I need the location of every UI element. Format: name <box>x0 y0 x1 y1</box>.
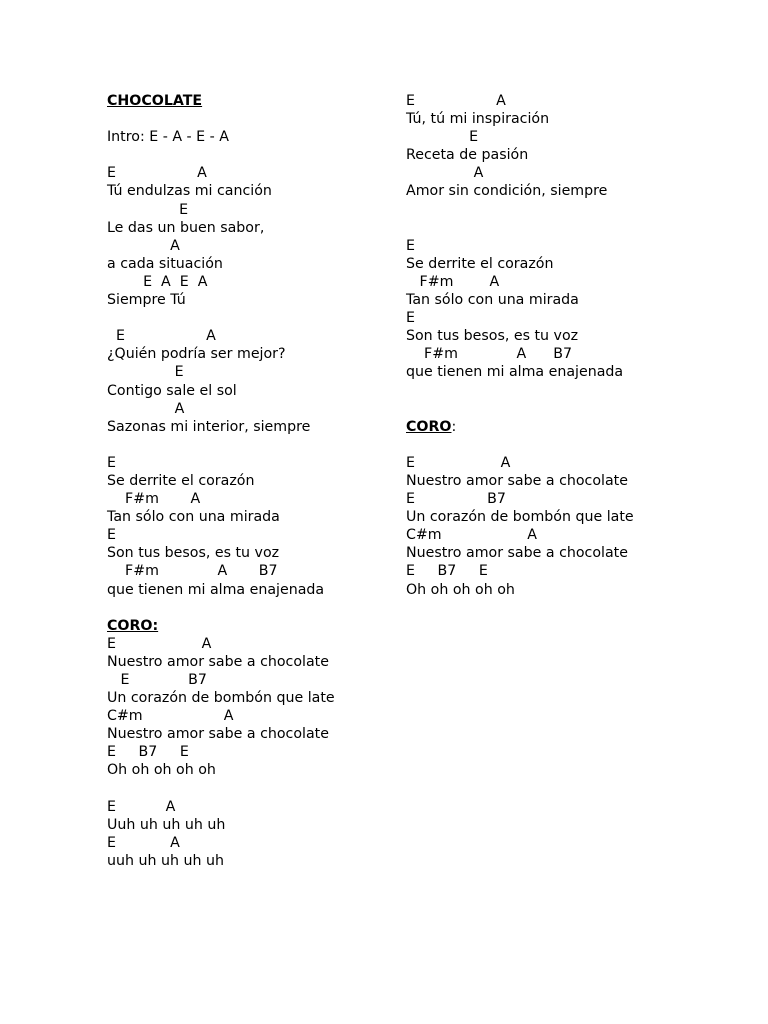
lyric-line: Se derrite el corazón <box>406 255 554 272</box>
chord-line: E A <box>406 93 506 109</box>
chord-line: E <box>406 237 415 254</box>
lyric-line: Le das un buen sabor, <box>107 219 265 236</box>
lyric-line: Oh oh oh oh oh <box>107 762 216 779</box>
chord-line: E B7 <box>406 491 506 508</box>
lyric-line: a cada situación <box>107 255 223 272</box>
blank-line <box>107 780 392 798</box>
lyric-line: Receta de pasión <box>406 147 529 164</box>
lyric-line: uuh uh uh uh uh <box>107 852 224 869</box>
chord-line: E A <box>107 328 216 345</box>
chorus-heading-text: CORO: <box>107 617 159 634</box>
chord-line: E A <box>107 834 180 851</box>
lyric-line: Nuestro amor sabe a chocolate <box>406 545 628 562</box>
lyric-line: Un corazón de bombón que late <box>107 690 335 707</box>
chord-line: F#m A B7 <box>107 563 278 580</box>
blank-line <box>107 436 392 454</box>
lyric-line: Siempre Tú <box>107 292 186 309</box>
chord-line: E <box>107 364 184 381</box>
song-title-text: CHOCOLATE <box>107 93 203 109</box>
chord-line: F#m A B7 <box>406 346 573 363</box>
left-column <box>107 92 392 870</box>
lyric-line: Son tus besos, es tu voz <box>107 545 280 562</box>
lyric-line: Sazonas mi interior, siempre <box>107 418 311 435</box>
chorus-heading <box>107 617 392 635</box>
chord-line: E A <box>107 635 212 652</box>
blank-line <box>406 436 706 454</box>
chord-line: E B7 E <box>107 744 189 761</box>
chorus-heading-colon: : <box>451 418 457 435</box>
chord-line: A <box>107 400 185 417</box>
chord-line: F#m A <box>107 491 201 508</box>
blank-line <box>107 146 392 164</box>
blank-line <box>107 599 392 617</box>
chord-line: E <box>406 310 415 327</box>
lyric-line: Tú endulzas mi canción <box>107 183 272 200</box>
lyric-line: Se derrite el corazón <box>107 472 255 489</box>
lyric-line: Tan sólo con una mirada <box>406 292 579 309</box>
chorus-heading-text: CORO <box>406 418 452 435</box>
blank-line <box>107 309 392 327</box>
lyric-line: Amor sin condición, siempre <box>406 183 608 200</box>
right-column <box>406 92 706 599</box>
lyric-line: Nuestro amor sabe a chocolate <box>107 726 329 743</box>
lyric-line: Nuestro amor sabe a chocolate <box>406 472 628 489</box>
lyric-line: Contigo sale el sol <box>107 382 237 399</box>
lyric-line: Son tus besos, es tu voz <box>406 328 579 345</box>
blank-line <box>406 219 706 237</box>
chorus-heading <box>406 418 706 436</box>
chord-line: A <box>107 237 180 254</box>
chord-line: C#m A <box>406 527 538 544</box>
chord-line: E A E A <box>107 273 208 290</box>
chord-line: E <box>107 201 189 218</box>
blank-line <box>406 382 706 400</box>
blank-line <box>406 201 706 219</box>
song-title <box>107 92 392 110</box>
chord-line: E <box>107 527 116 544</box>
lyric-line: Tú, tú mi inspiración <box>406 111 550 128</box>
lyric-line: Oh oh oh oh oh <box>406 581 515 598</box>
chord-line: E <box>107 454 116 471</box>
chord-line: E A <box>107 798 176 815</box>
chord-line: E B7 <box>107 672 207 688</box>
blank-line <box>107 110 392 128</box>
chord-line: F#m A <box>406 273 500 290</box>
chord-line: E A <box>406 454 511 471</box>
lyric-line: Uuh uh uh uh uh <box>107 816 226 833</box>
chord-line: A <box>406 165 484 182</box>
chord-line: E <box>406 129 479 146</box>
lyric-line: que tienen mi alma enajenada <box>107 581 325 598</box>
chord-line: E B7 E <box>406 563 488 580</box>
chord-line: E A <box>107 165 207 182</box>
lyric-line: Un corazón de bombón que late <box>406 509 634 526</box>
chord-line: C#m A <box>107 708 234 725</box>
lyric-line: Nuestro amor sabe a chocolate <box>107 653 329 670</box>
lyric-line: que tienen mi alma enajenada <box>406 364 624 381</box>
lyric-line: Tan sólo con una mirada <box>107 509 280 526</box>
blank-line <box>406 400 706 418</box>
lyric-line: ¿Quién podría ser mejor? <box>107 346 286 363</box>
intro-line: Intro: E - A - E - A <box>107 129 229 146</box>
